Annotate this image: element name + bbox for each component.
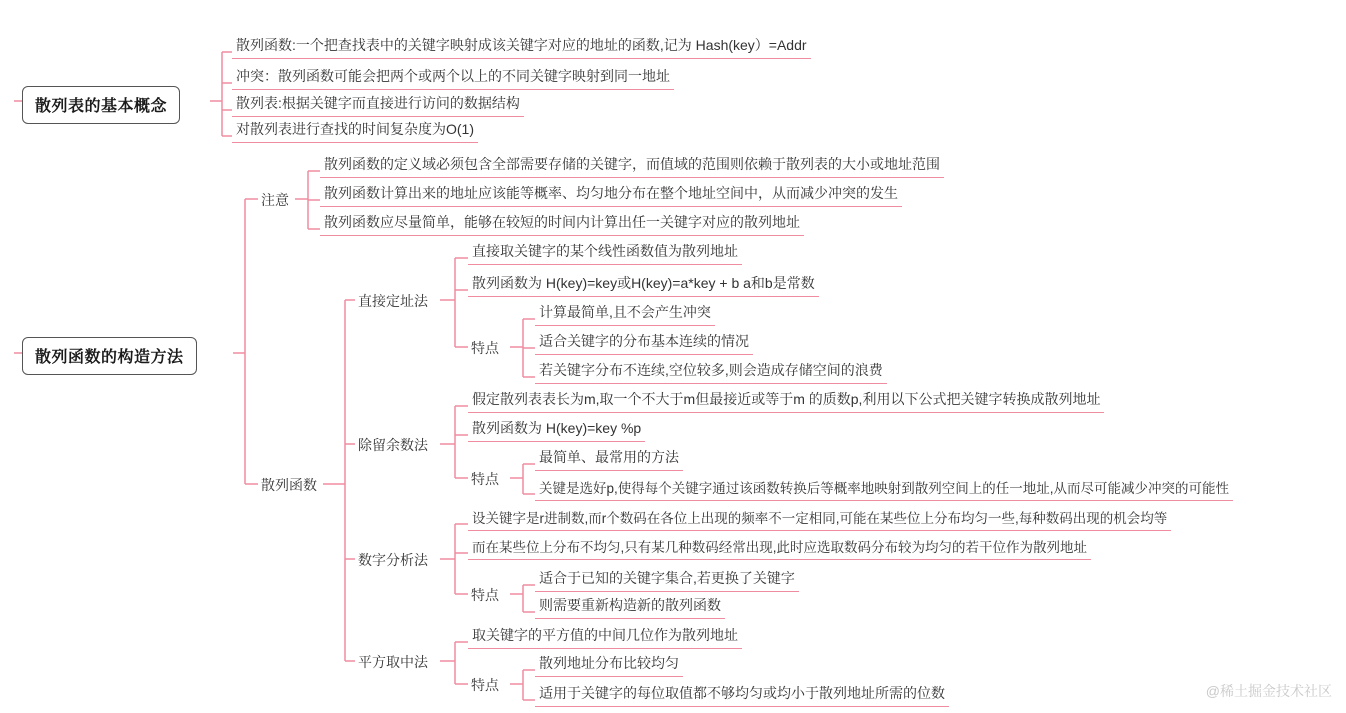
branch-features-digit[interactable]: 特点 — [471, 587, 499, 603]
leaf-square-feature-1[interactable]: 散列地址分布比较均匀 — [535, 651, 683, 677]
leaf-square-feature-2[interactable]: 适用于关键字的每位取值都不够均匀或均小于散列地址所需的位数 — [535, 681, 949, 707]
leaf-direct-2[interactable]: 散列函数为 H(key)=key或H(key)=a*key + b a和b是常数 — [468, 271, 819, 297]
leaf-mod-1[interactable]: 假定散列表表长为m,取一个不大于m但最接近或等于m 的质数p,利用以下公式把关键字转换成散列地址 — [468, 387, 1104, 413]
leaf-digit-feature-2[interactable]: 则需要重新构造新的散列函数 — [535, 593, 725, 619]
branch-note[interactable]: 注意 — [261, 192, 289, 208]
root-label: 散列表的基本概念 — [35, 98, 168, 115]
leaf-mod-feature-2[interactable]: 关键是选好p,使得每个关键字通过该函数转换后等概率地映射到散列空间上的任一地址,从而尽可能减少冲突的可能性 — [535, 475, 1233, 501]
root-label: 散列函数的构造方法 — [35, 349, 184, 366]
branch-features-midsquare[interactable]: 特点 — [471, 677, 499, 693]
leaf-direct-feature-2[interactable]: 适合关键字的分布基本连续的情况 — [535, 329, 753, 355]
leaf-basic-3[interactable]: 散列表:根据关键字而直接进行访问的数据结构 — [232, 91, 524, 117]
root-node-hash-construction[interactable] — [22, 337, 197, 375]
leaf-basic-2[interactable]: 冲突：散列函数可能会把两个或两个以上的不同关键字映射到同一地址 — [232, 64, 674, 90]
leaf-direct-feature-1[interactable]: 计算最简单,且不会产生冲突 — [535, 300, 715, 326]
leaf-digit-1[interactable]: 设关键字是r进制数,而r个数码在各位上出现的频率不一定相同,可能在某些位上分布均匀一些,每种数码出现的机会均等 — [468, 505, 1171, 531]
branch-features-division[interactable]: 特点 — [471, 471, 499, 487]
leaf-digit-feature-1[interactable]: 适合于已知的关键字集合,若更换了关键字 — [535, 566, 799, 592]
leaf-basic-1[interactable]: 散列函数:一个把查找表中的关键字映射成该关键字对应的地址的函数,记为 Hash(key）=Addr — [232, 33, 811, 59]
branch-direct-addressing[interactable]: 直接定址法 — [358, 293, 428, 309]
root-node-basic-concepts[interactable] — [22, 86, 180, 124]
leaf-square-1[interactable]: 取关键字的平方值的中间几位作为散列地址 — [468, 623, 742, 649]
watermark: @稀土掘金技术社区 — [1205, 683, 1332, 699]
branch-features-direct[interactable]: 特点 — [471, 340, 499, 356]
branch-division-remainder[interactable]: 除留余数法 — [358, 437, 428, 453]
leaf-direct-1[interactable]: 直接取关键字的某个线性函数值为散列地址 — [468, 239, 742, 265]
leaf-mod-feature-1[interactable]: 最简单、最常用的方法 — [535, 445, 683, 471]
branch-hash-function[interactable]: 散列函数 — [261, 477, 317, 493]
leaf-basic-4[interactable]: 对散列表进行查找的时间复杂度为O(1) — [232, 117, 478, 143]
branch-digit-analysis[interactable]: 数字分析法 — [358, 552, 428, 568]
leaf-direct-feature-3[interactable]: 若关键字分布不连续,空位较多,则会造成存储空间的浪费 — [535, 358, 887, 384]
leaf-digit-2[interactable]: 而在某些位上分布不均匀,只有某几种数码经常出现,此时应选取数码分布较为均匀的若干位作为散列地址 — [468, 534, 1091, 560]
leaf-note-3[interactable]: 散列函数应尽量简单，能够在较短的时间内计算出任一关键字对应的散列地址 — [320, 210, 804, 236]
leaf-note-2[interactable]: 散列函数计算出来的地址应该能等概率、均匀地分布在整个地址空间中，从而减少冲突的发生 — [320, 181, 902, 207]
leaf-mod-2[interactable]: 散列函数为 H(key)=key %p — [468, 416, 645, 442]
branch-mid-square[interactable]: 平方取中法 — [358, 654, 428, 670]
leaf-note-1[interactable]: 散列函数的定义域必须包含全部需要存储的关键字，而值域的范围则依赖于散列表的大小或地址范围 — [320, 152, 944, 178]
